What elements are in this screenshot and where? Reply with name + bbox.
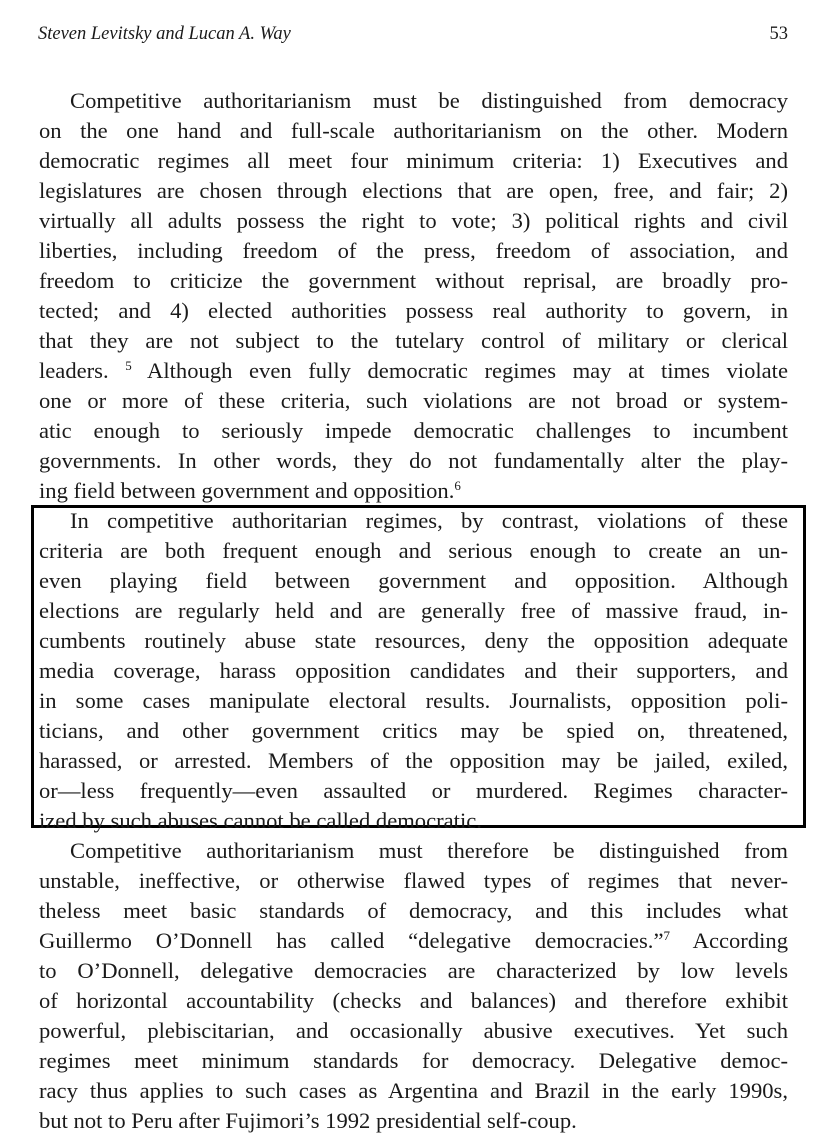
text-line: legislatures are chosen through elections that are open, free, and fair; 2) <box>39 178 788 203</box>
text-line <box>39 476 788 506</box>
text-fragment: ing field between government and opposition. <box>39 478 455 503</box>
text-line: on the one hand and full-scale authoritarianism on the other. Modern <box>39 118 788 143</box>
text-line: but not to Peru after Fujimori’s 1992 presidential self-coup. <box>39 1108 577 1133</box>
text-line: Competitive authoritarianism must therefore be distinguished from <box>70 838 788 863</box>
text-line: unstable, ineffective, or otherwise flawed types of regimes that never- <box>39 868 788 893</box>
text-line: theless meet basic standards of democracy, and this includes what <box>39 898 788 923</box>
text-line: criteria are both frequent enough and serious enough to create an un- <box>39 538 788 563</box>
footnote-ref-6[interactable]: 6 <box>454 478 461 493</box>
text-line: of horizontal accountability (checks and balances) and therefore exhibit <box>39 988 788 1013</box>
text-line: harassed, or arrested. Members of the opposition may be jailed, exiled, <box>39 748 788 773</box>
text-line: regimes meet minimum standards for democracy. Delegative democ- <box>39 1048 788 1073</box>
text-fragment: leaders. <box>39 358 126 383</box>
footnote-ref-7[interactable]: 7 <box>663 928 670 943</box>
text-fragment: Although even fully democratic regimes may at times violate <box>131 358 788 383</box>
paragraph-3 <box>39 836 788 1136</box>
text-line: liberties, including freedom of the press, freedom of association, and <box>39 238 788 263</box>
text-line <box>39 926 788 956</box>
text-line: ized by such abuses cannot be called democratic. <box>39 808 482 833</box>
text-line: elections are regularly held and are generally free of massive fraud, in- <box>39 598 788 623</box>
footnote-ref-5[interactable]: 5 <box>125 358 132 373</box>
text-line: governments. In other words, they do not fundamentally alter the play- <box>39 448 788 473</box>
text-line: freedom to criticize the government without reprisal, are broadly pro- <box>39 268 788 293</box>
text-line: cumbents routinely abuse state resources, deny the opposition adequate <box>39 628 788 653</box>
text-line: one or more of these criteria, such violations are not broad or system- <box>39 388 788 413</box>
text-line: In competitive authoritarian regimes, by contrast, violations of these <box>70 508 788 533</box>
text-line <box>39 356 788 386</box>
text-line: virtually all adults possess the right to vote; 3) political rights and civil <box>39 208 788 233</box>
text-line: or—less frequently—even assaulted or murdered. Regimes character- <box>39 778 788 803</box>
text-line: Competitive authoritarianism must be distinguished from democracy <box>70 88 788 113</box>
text-line: that they are not subject to the tutelary control of military or clerical <box>39 328 788 353</box>
text-line: racy thus applies to such cases as Argentina and Brazil in the early 1990s, <box>39 1078 788 1103</box>
text-line: even playing field between government and opposition. Although <box>39 568 788 593</box>
text-line: powerful, plebiscitarian, and occasionally abusive executives. Yet such <box>39 1018 788 1043</box>
text-line: tected; and 4) elected authorities possess real authority to govern, in <box>39 298 788 323</box>
paragraph-2-highlighted <box>39 506 788 836</box>
page-number: 53 <box>769 24 788 44</box>
text-line: media coverage, harass opposition candidates and their supporters, and <box>39 658 788 683</box>
text-line: atic enough to seriously impede democratic challenges to incumbent <box>39 418 788 443</box>
running-head <box>38 24 788 48</box>
text-fragment: According <box>669 928 788 953</box>
text-line: to O’Donnell, delegative democracies are characterized by low levels <box>39 958 788 983</box>
text-fragment: Guillermo O’Donnell has called “delegative democracies.” <box>39 928 664 953</box>
text-line: in some cases manipulate electoral results. Journalists, opposition poli- <box>39 688 788 713</box>
text-line: ticians, and other government critics may be spied on, threatened, <box>39 718 788 743</box>
paragraph-1 <box>39 86 788 506</box>
text-line: democratic regimes all meet four minimum criteria: 1) Executives and <box>39 148 788 173</box>
running-head-author: Steven Levitsky and Lucan A. Way <box>38 24 291 44</box>
